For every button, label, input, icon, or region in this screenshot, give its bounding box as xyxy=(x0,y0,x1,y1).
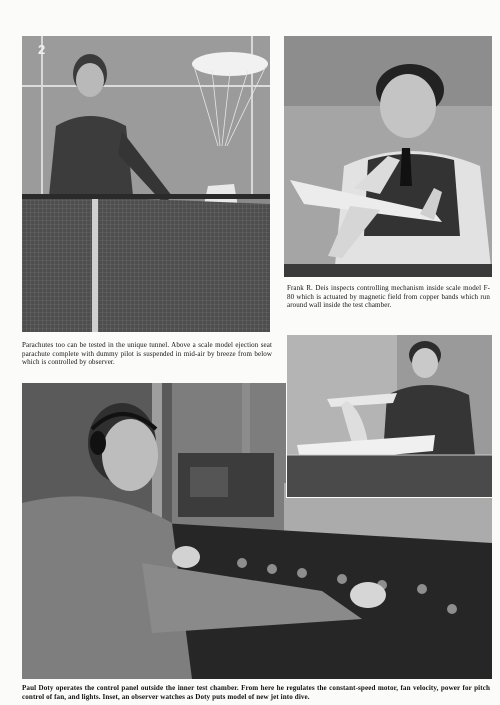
model-f80-photo xyxy=(284,36,492,277)
control-panel-caption: Paul Doty operates the control panel outside the inner test chamber. From here he regulates the constant-speed motor, fan velocity, power for pitch control of fan, and lights. Inset, an observer watches as Doty puts model of new jet into dive. xyxy=(22,684,490,701)
parachute-test-photo xyxy=(22,36,270,332)
parachute-caption: Parachutes too can be tested in the unique tunnel. Above a scale model ejection seat parachute complete with dummy pilot is suspended in mid-air by breeze from below which is controlled by observer. xyxy=(22,341,272,367)
tunnel-marker-label: 2 xyxy=(38,42,46,57)
model-f80-caption: Frank R. Deis inspects controlling mechanism inside scale model F-80 which is actuated by magnetic field from copper bands which run around wall inside the test chamber. xyxy=(287,284,490,310)
observer-inset-photo xyxy=(286,334,493,498)
